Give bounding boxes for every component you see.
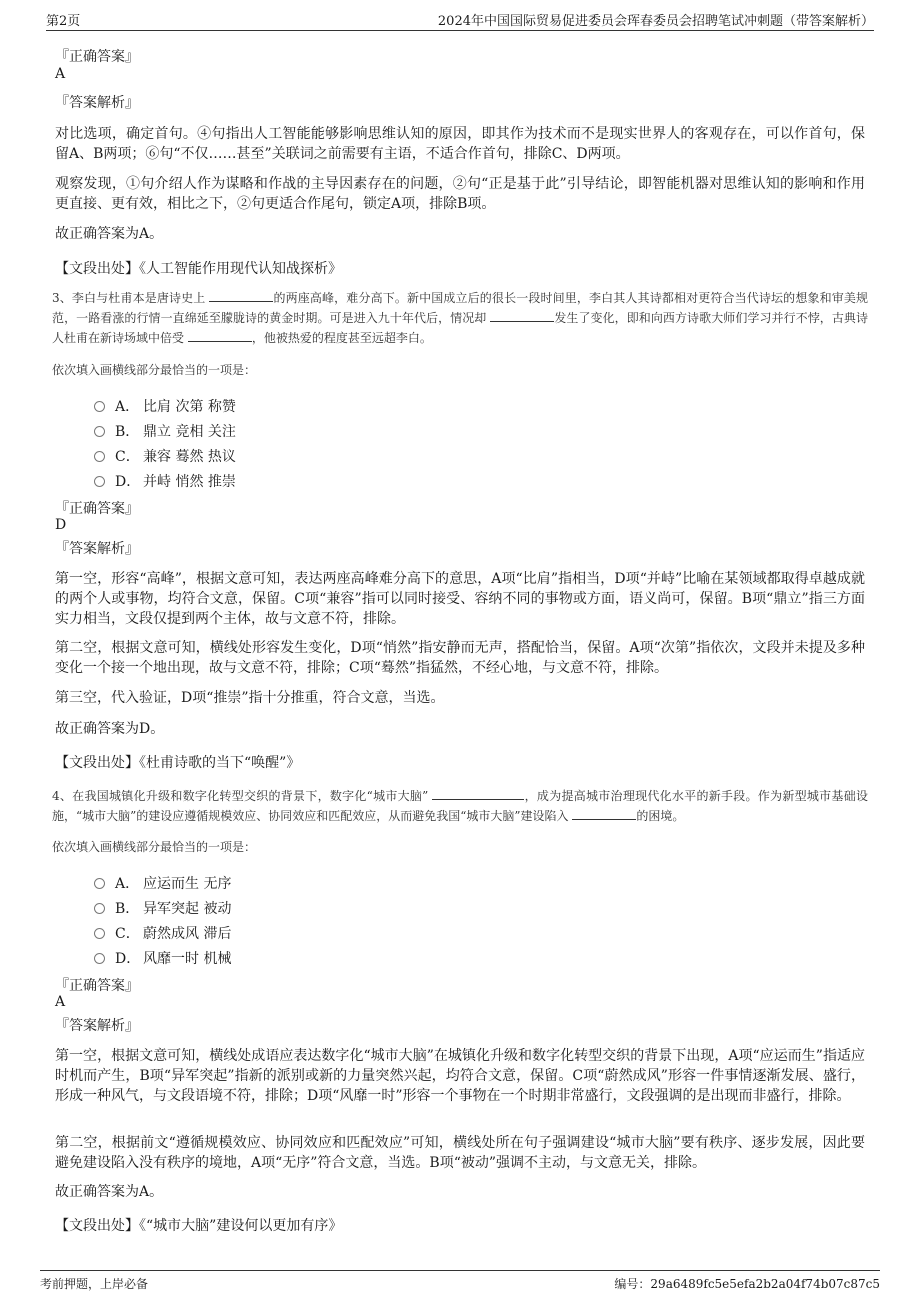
analysis-paragraph: 第一空，根据文意可知，横线处成语应表达数字化“城市大脑”在城镇化升级和数字化转型交织的背景下出现，A项“应运而生”指适应时机而产生，B项“异军突起”指新的派别或新的力量突然兴起，均符合文意，保留。C项“蔚然成风”形容一件事情逐渐发展、盛行，形成一种风气，与文段语境不符，排除；D项“风靡一时”形容一个事物在一个时期非常盛行，文段强调的是出现而非盛行，排除。 xyxy=(55,1048,865,1104)
radio-icon[interactable] xyxy=(94,401,105,412)
question-prompt: 依次填入画横线部分最恰当的一项是： xyxy=(52,840,257,854)
option-a[interactable]: A． 比肩 次第 称赞 xyxy=(94,396,236,416)
option-c[interactable]: C． 蔚然成风 滞后 xyxy=(94,923,231,943)
option-a[interactable]: A． 应运而生 无序 xyxy=(94,873,231,893)
blank-line xyxy=(572,807,636,820)
option-b[interactable]: B． 鼎立 竞相 关注 xyxy=(94,421,236,441)
analysis-label: 『答案解析』 xyxy=(55,541,139,557)
option-b[interactable]: B． 异军突起 被动 xyxy=(94,898,231,918)
page-number: 第2页 xyxy=(46,14,81,29)
correct-answer-value: A xyxy=(55,994,66,1010)
analysis-paragraph: 第二空，根据文意可知，横线处形容发生变化，D项“悄然”指安静而无声，搭配恰当，保留。A项“次第”指依次，文段并未提及多种变化一个接一个地出现，故与文意不符，排除；C项“蓦然”指猛然，不经心地，与文意不符，排除。 xyxy=(55,640,865,676)
correct-answer-value: A xyxy=(55,66,66,82)
document-title: 2024年中国国际贸易促进委员会珲春委员会招聘笔试冲刺题（带答案解析） xyxy=(437,14,874,29)
option-d[interactable]: D． 风靡一时 机械 xyxy=(94,948,231,968)
source-citation: 【文段出处】《杜甫诗歌的当下“唤醒”》 xyxy=(55,755,301,771)
source-citation: 【文段出处】《人工智能作用现代认知战探析》 xyxy=(55,261,342,277)
analysis-conclusion: 故正确答案为A。 xyxy=(55,226,164,242)
radio-icon[interactable] xyxy=(94,903,105,914)
analysis-paragraph: 观察发现，①句介绍人作为谋略和作战的主导因素存在的问题，②句“正是基于此”引导结论，即智能机器对思维认知的影响和作用更直接、更有效，相比之下，②句更适合作尾句，锁定A项，排除B项。 xyxy=(55,176,865,212)
page-footer xyxy=(40,1270,880,1297)
footer-slogan: 考前押题，上岸必备 xyxy=(40,1277,149,1291)
radio-icon[interactable] xyxy=(94,451,105,462)
analysis-conclusion: 故正确答案为D。 xyxy=(55,721,165,737)
correct-answer-value: D xyxy=(55,517,67,533)
analysis-label: 『答案解析』 xyxy=(55,1018,139,1034)
analysis-conclusion: 故正确答案为A。 xyxy=(55,1184,164,1200)
source-citation: 【文段出处】《“城市大脑”建设何以更加有序》 xyxy=(55,1218,343,1234)
radio-icon[interactable] xyxy=(94,476,105,487)
analysis-paragraph: 第一空，形容“高峰”，根据文意可知，表达两座高峰难分高下的意思，A项“比肩”指相当，D项“并峙”比喻在某领域都取得卓越成就的两个人或事物，均符合文意，保留。C项“兼容”指可以同时接受、容纳不同的事物或方面，语义尚可，保留。B项“鼎立”指三方面实力相当，文段仅提到两个主体，故与文意不符，排除。 xyxy=(55,571,865,627)
correct-answer-label: 『正确答案』 xyxy=(55,978,139,994)
blank-line xyxy=(188,329,252,342)
analysis-paragraph: 第三空，代入验证，D项“推崇”指十分推重，符合文意，当选。 xyxy=(55,690,445,706)
option-c[interactable]: C． 兼容 蓦然 热议 xyxy=(94,446,236,466)
radio-icon[interactable] xyxy=(94,928,105,939)
question-stem: 3、李白与杜甫本是唐诗史上 的两座高峰，难分高下。新中国成立后的很长一段时间里，李白其人其诗都相对更符合当代诗坛的想象和审美规范，一路看涨的行情一直绵延至朦胧诗的黄金时期。可是进入九十年代后，情况却 发生了变化，即和向西方诗歌大师们学习并行不悖，古典诗人杜甫在新诗场域中倍受 ，他被热爱的程度甚至远超李白。 xyxy=(52,291,868,345)
radio-icon[interactable] xyxy=(94,426,105,437)
analysis-label: 『答案解析』 xyxy=(55,95,139,111)
question-stem: 4、在我国城镇化升级和数字化转型交织的背景下，数字化“城市大脑” ，成为提高城市治理现代化水平的新手段。作为新型城市基础设施，“城市大脑”的建设应遵循规模效应、协同效应和匹配效应，从而避免我国“城市大脑”建设陷入 的困境。 xyxy=(52,789,868,823)
radio-icon[interactable] xyxy=(94,878,105,889)
analysis-paragraph: 第二空，根据前文“遵循规模效应、协同效应和匹配效应”可知，横线处所在句子强调建设“城市大脑”要有秩序、逐步发展，因此要避免建设陷入没有秩序的境地，A项“无序”符合文意，当选。B项“被动”强调不主动，与文意无关，排除。 xyxy=(55,1135,865,1171)
correct-answer-label: 『正确答案』 xyxy=(55,49,139,65)
question-prompt: 依次填入画横线部分最恰当的一项是： xyxy=(52,363,257,377)
option-d[interactable]: D． 并峙 悄然 推崇 xyxy=(94,471,236,491)
analysis-paragraph: 对比选项，确定首句。④句指出人工智能能够影响思维认知的原因，即其作为技术而不是现实世界人的客观存在，可以作首句，保留A、B两项；⑥句“不仅……甚至”关联词之前需要有主语，不适合作首句，排除C、D两项。 xyxy=(55,126,865,162)
radio-icon[interactable] xyxy=(94,953,105,964)
document-id: 编号：29a6489fc5e5efa2b2a04f74b07c87c5 xyxy=(614,1277,880,1291)
page-header xyxy=(46,6,874,31)
correct-answer-label: 『正确答案』 xyxy=(55,501,139,517)
blank-line xyxy=(432,787,524,800)
blank-line xyxy=(209,289,273,302)
blank-line xyxy=(490,309,554,322)
